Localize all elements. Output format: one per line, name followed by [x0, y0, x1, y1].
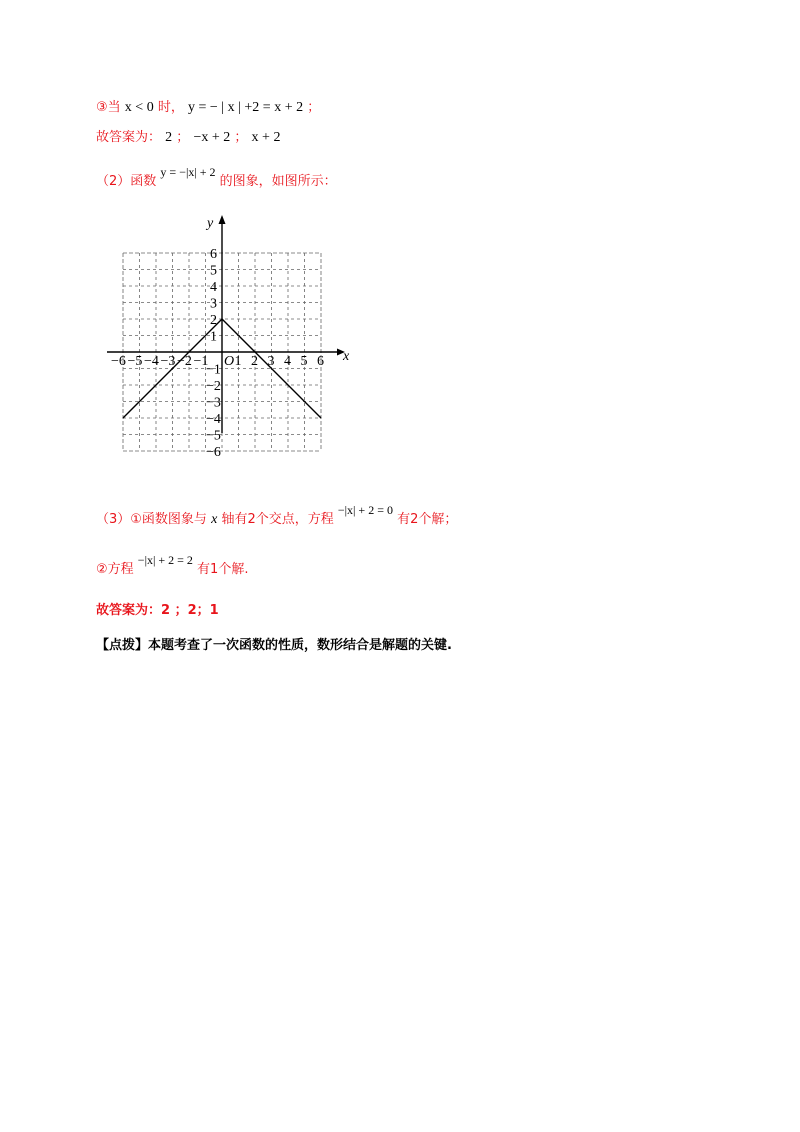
x-tick-label: −6 [111, 354, 126, 369]
line-graph-intro [96, 165, 337, 189]
y-tick-label: 5 [210, 263, 217, 279]
x-tick-label: −3 [160, 354, 176, 369]
line-part3-1 [96, 503, 458, 528]
part3-prefix: （3）①函数图象与 [96, 512, 207, 527]
x-axis-label: x [343, 349, 350, 364]
y-tick-label: 3 [210, 296, 217, 312]
graph-intro-suffix: 的图象，如图所示： [219, 174, 337, 189]
case-end: ； [307, 100, 321, 115]
answer-sep-2: ； [234, 130, 248, 145]
graph-intro-prefix: （2）函数 [96, 174, 157, 189]
answer-1: 2 [165, 130, 173, 145]
y-tick-label: 4 [210, 280, 217, 295]
condition-math: x < 0 [124, 100, 154, 115]
x-tick-label: 6 [317, 354, 324, 369]
x-tick-label: 4 [284, 354, 291, 369]
case-mid: 时， [157, 100, 184, 115]
line-answer-2: 故答案为：2 ；2；1 [96, 603, 219, 618]
y-tick-label: −6 [206, 445, 221, 460]
x-tick-label: 5 [300, 354, 308, 369]
part3b-suffix: 有1个解. [197, 562, 249, 577]
x-tick-label: 1 [234, 354, 242, 369]
part3-suffix: 有2个解； [397, 512, 458, 527]
y-tick-label: −2 [206, 379, 221, 394]
y-tick-label: 1 [210, 329, 217, 345]
part3-equation: −|x| + 2 = 0 [337, 503, 393, 517]
axes [107, 215, 345, 433]
line-part3-2 [96, 553, 249, 577]
y-tick-label: −3 [206, 395, 221, 411]
x-tick-label: −2 [177, 354, 192, 369]
part3b-prefix: ②方程 [96, 562, 134, 577]
x-tick-label: −4 [144, 354, 159, 369]
y-tick-label: 2 [210, 313, 217, 328]
x-tick-label: −1 [193, 354, 209, 369]
y-tick-label: −1 [206, 362, 221, 378]
x-tick-label: 2 [251, 354, 258, 369]
y-tick-label: −4 [206, 412, 221, 427]
case-prefix: ③当 [96, 100, 121, 115]
line-tip: 【点拨】本题考查了一次函数的性质，数形结合是解题的关键. [96, 638, 452, 653]
function-graph [96, 205, 366, 480]
line-answer-1 [96, 126, 280, 146]
x-tick-label: 3 [267, 354, 275, 369]
answer-prefix: 故答案为： [96, 130, 162, 145]
line-case-x-negative [96, 96, 320, 116]
answer-sep-1: ； [176, 130, 190, 145]
graph-function-math: y = −|x| + 2 [160, 165, 216, 179]
part3-var: x [211, 512, 218, 527]
y-axis-label: y [207, 216, 214, 231]
y-tick-label: −5 [206, 428, 221, 444]
equation-math: y = − | x | +2 = x + 2 [188, 100, 304, 115]
origin-label: O [224, 354, 235, 369]
part3b-equation: −|x| + 2 = 2 [137, 553, 193, 567]
answer-3: x + 2 [251, 130, 281, 145]
y-tick-label: 6 [210, 247, 217, 262]
answer-2: −x + 2 [193, 130, 231, 145]
y-axis-arrow [219, 215, 226, 224]
tick-labels [111, 216, 350, 460]
part3-mid: 轴有2个交点，方程 [221, 512, 334, 527]
x-tick-label: −5 [127, 354, 143, 369]
